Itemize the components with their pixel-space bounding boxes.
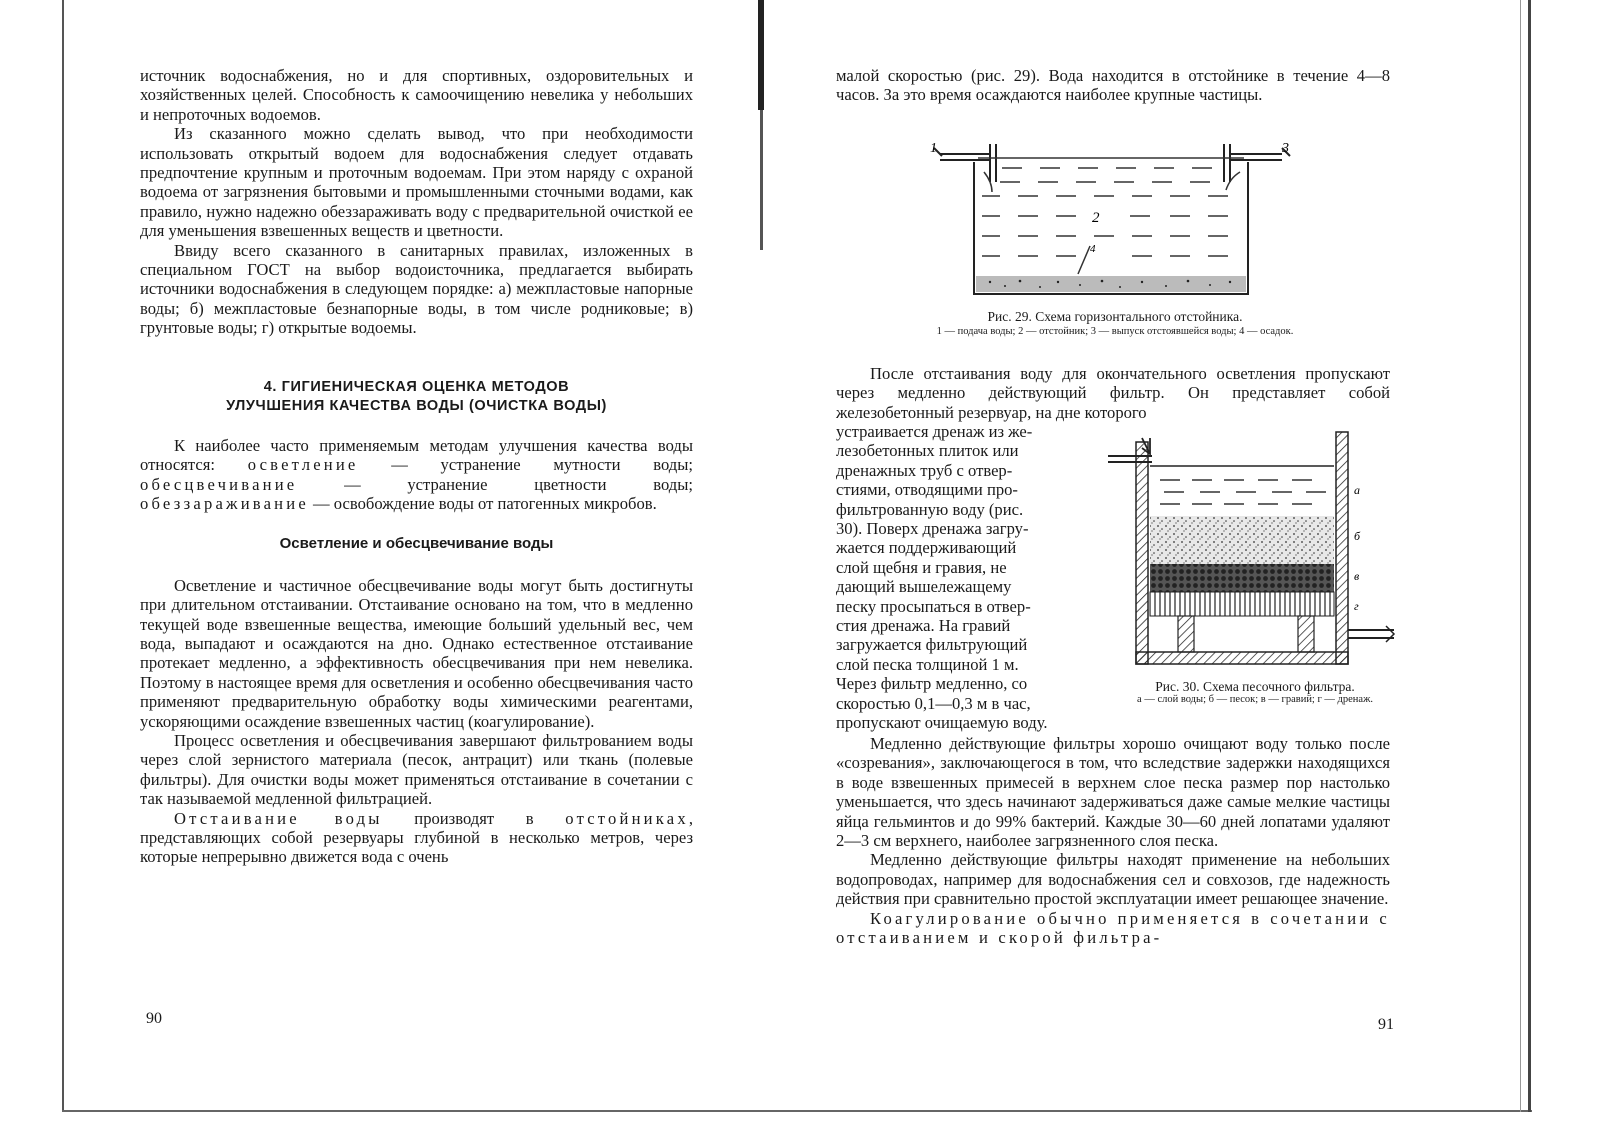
spaced-text: обычно применяется в сочетании с отстаиванием и скорой фильтра-: [836, 908, 1390, 948]
section-heading: [140, 378, 693, 416]
figure-30-sand-filter-diagram: [1108, 428, 1398, 674]
section-heading-line: УЛУЧШЕНИЯ КАЧЕСТВА ВОДЫ (ОЧИСТКА ВОДЫ): [226, 397, 607, 414]
paragraph: [140, 436, 693, 514]
paragraph: Процесс осветления и обесцвечивания завершают фильтрованием воды через слой зернистого материала (песок, антрацит) или ткань (полевые фильтры). Для очистки воды может применяться отстаивание в сочетании с так называемой медленной фильтрацией.: [140, 730, 693, 809]
right-top-paragraph: [836, 66, 1390, 105]
right-filter-wrap-column: [836, 422, 1092, 733]
scan-border-left: [62, 0, 64, 1112]
figure-29-legend: 1 — подача воды; 2 — отстойник; 3 — выпуск отстоявшейся воды; 4 — осадок.: [936, 326, 1294, 337]
subheading: Осветление и обесцвечивание воды: [279, 535, 554, 553]
fig30-label-b: б: [1354, 529, 1361, 543]
page-number: 91: [1378, 1016, 1394, 1033]
fig29-label-4: 4: [1090, 243, 1096, 255]
text-line: стия дренажа. На гравий: [836, 616, 1011, 636]
text-line: скоростью 0,1—0,3 м в час,: [836, 693, 1031, 713]
section-heading-line: 4. ГИГИЕНИЧЕСКАЯ ОЦЕНКА МЕТОДОВ: [263, 378, 570, 395]
paragraph: Медленно действующие фильтры находят применение на небольших водопроводах, например для водоснабжения сел и совхозов, где надежность действия при сравнительно простой эксплуатации имеет решающее значение.: [836, 850, 1390, 909]
paragraph: Из сказанного можно сделать вывод, что при необходимости использовать открытый водоем для водоснабжения следует отдавать предпочтение крупным и проточным водоемам. При этом наряду с охраной водоема от загрязнения бытовыми и промышленными сточными водами, как правило, нужно надежно обеззараживать воду с предварительной очисткой ее для уменьшения взвешенных веществ и цветности.: [140, 124, 693, 241]
text-line: стиями, отводящими про-: [836, 480, 1018, 500]
text-line: слой щебня и гравия, не: [836, 557, 1007, 577]
text-line: слой песка толщиной 1 м.: [836, 654, 1019, 674]
paragraph: [836, 909, 1390, 948]
figure-30-legend: а — слой воды; б — песок; в — гравий; г — дренаж.: [1137, 694, 1373, 705]
text-line: пропускают очищаемую воду.: [836, 713, 1048, 733]
paragraph: Медленно действующие фильтры хорошо очищают воду только после «созревания», заключающегося в том, что вследствие задержки находящихся в воде взвешенных примесей в верхнем слое песка размер пор настолько уменьшается, что здесь начинают задерживаться даже самые мелкие частицы яйца гельминтов и до 99% бактерий. Каждые 30—60 дней лопатами удаляют 2—3 см верхнего, наиболее загрязненного слоя песка.: [836, 734, 1390, 851]
text-line: фильтрованную воду (рис.: [836, 499, 1024, 519]
fig29-label-1: 1: [930, 141, 937, 156]
fig30-label-a: а: [1354, 483, 1360, 497]
paragraph: После отстаивания воду для окончательного осветления пропускают через медленно действующий фильтр. Он представляет собой железобетонный резервуар, на дне которого: [836, 364, 1390, 422]
text-line: дающий вышележащему: [836, 577, 1012, 597]
scan-border-right-inner: [1520, 0, 1521, 1112]
page-number: 90: [146, 1010, 162, 1027]
spaced-term: отстойниках: [565, 808, 689, 828]
spaced-term: обесцвечивание: [140, 474, 298, 494]
figure-30-caption: Рис. 30. Схема песочного фильтра.: [1155, 679, 1355, 694]
right-bottom-column: [836, 734, 1390, 947]
fig29-label-3: 3: [1282, 141, 1289, 156]
paragraph: [140, 809, 693, 867]
text-span: , представляющих собой резервуары глубиной в несколько метров, через которые непрерывно движется вода с очень: [140, 808, 693, 867]
text-line: 30). Поверх дренажа загру-: [836, 519, 1029, 539]
figure-29-settling-tank-diagram: [930, 134, 1300, 304]
scan-border-right: [1528, 0, 1531, 1112]
text-line: песку просыпаться в отвер-: [836, 596, 1031, 616]
text-line: жается поддерживающий: [836, 538, 1017, 558]
text-line: Через фильтр медленно, со: [836, 674, 1028, 694]
text-span: — устранение цветности воды;: [297, 474, 693, 494]
paragraph: Осветление и частичное обесцвечивание воды могут быть достигнуты при длительном отстаивании. Отстаивание основано на том, что в медленно текущей воде взвешенные вещества, имеющие больший удельный вес, чем вода, выпадают и осаждаются на дно. Однако естественное отстаивание протекает медленно, а эффективность обесцвечивания при нем невелика. Поэтому в настоящее время для осветления и особенно обесцвечивания часто применяют предварительную обработку воды химическими реагентами, ускоряющими осаждение взвешенных частиц (коагулирование).: [140, 575, 693, 731]
book-gutter: [758, 0, 764, 110]
spaced-term: Отстаивание воды: [174, 808, 383, 828]
text-line: лезобетонных плиток или: [836, 441, 1019, 461]
text-line: дренажных труб с отвер-: [836, 460, 1013, 480]
text-line: загружается фильтрующий: [836, 635, 1028, 655]
text-span: К наиболее часто применяемым методам улучшения качества воды относятся:: [140, 435, 693, 475]
spaced-term: осветление: [247, 455, 359, 475]
left-text-column: [140, 66, 693, 867]
figure-29-caption: Рис. 29. Схема горизонтального отстойника.: [987, 309, 1243, 324]
scan-border-bottom: [62, 1110, 1532, 1112]
text-span: — освобождение воды от патогенных микробов.: [308, 493, 657, 513]
paragraph: источник водоснабжения, но и для спортивных, оздоровительных и хозяйственных целей. Способность к самоочищению невелика у небольших и непроточных водоемов.: [140, 66, 693, 124]
spaced-term: Коагулирование: [870, 908, 1029, 928]
book-gutter-shadow: [760, 110, 763, 250]
text-line: устраивается дренаж из же-: [836, 422, 1033, 441]
fig29-label-2: 2: [1092, 210, 1100, 226]
fig30-label-g: г: [1354, 599, 1359, 613]
paragraph: Ввиду всего сказанного в санитарных правилах, изложенных в специальном ГОСТ на выбор водоисточника, предлагается выбирать источники водоснабжения в следующем порядке: а) межпластовые напорные воды; б) межпластовые безнапорные воды, в том числе родниковые; в) грунтовые воды; г) открытые водоемы.: [140, 240, 693, 338]
right-filter-paragraph-top: [836, 364, 1390, 422]
paragraph: малой скоростью (рис. 29). Вода находится в отстойнике в течение 4—8 часов. За это время осаждаются наиболее крупные частицы.: [836, 66, 1390, 105]
spaced-term: обеззараживание: [140, 493, 309, 513]
fig30-label-v: в: [1354, 569, 1360, 583]
text-span: — устранение мутности воды;: [358, 455, 693, 475]
text-span: производят в: [382, 808, 566, 828]
